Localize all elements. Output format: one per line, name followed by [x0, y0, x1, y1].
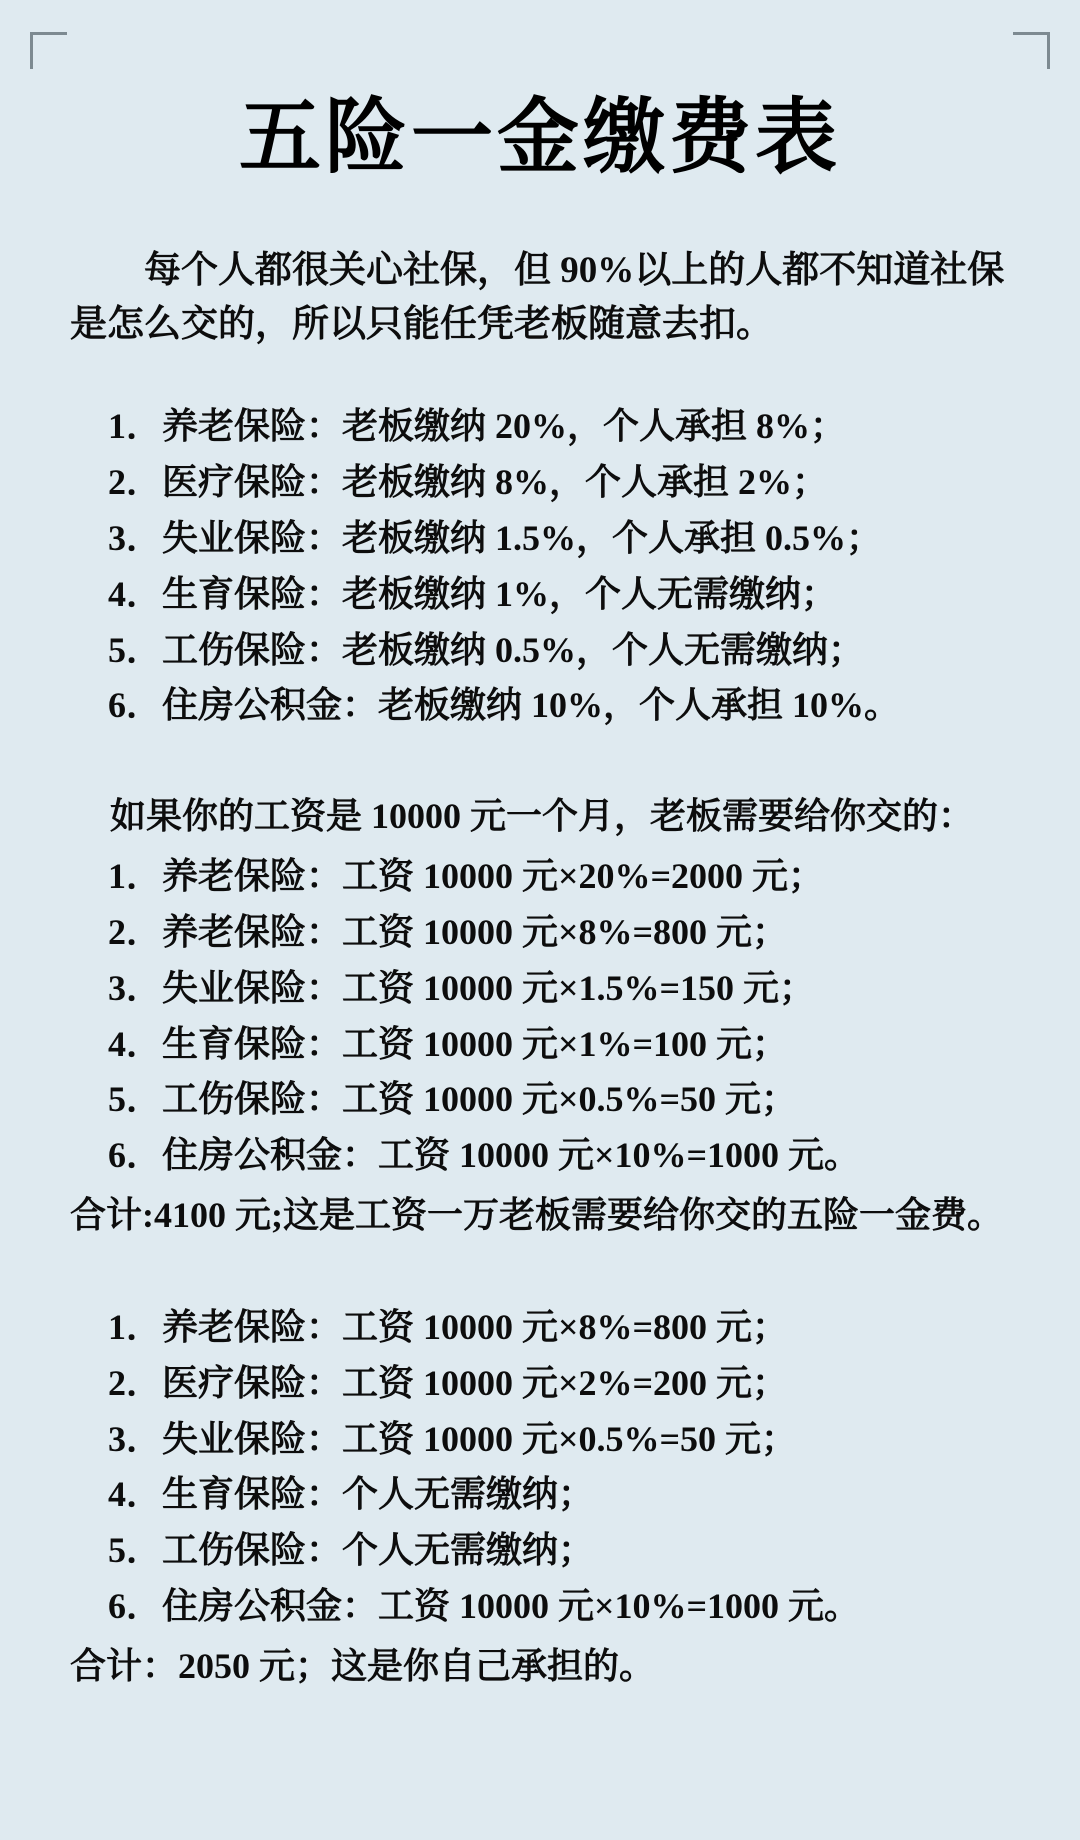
- rates-section: [70, 399, 1010, 734]
- list-item: 1．养老保险：老板缴纳 20%，个人承担 8%；: [108, 406, 847, 447]
- employee-list: [70, 1300, 1010, 1635]
- list-item: 4．生育保险：工资 10000 元×1%=100 元；: [108, 1023, 789, 1064]
- list-item: 3．失业保险：工资 10000 元×1.5%=150 元；: [108, 967, 816, 1008]
- intro-paragraph: 每个人都很关心社保，但 90%以上的人都不知道社保是怎么交的，所以只能任凭老板随意去扣。: [70, 250, 1005, 345]
- employer-section-lead: 如果你的工资是 10000 元一个月，老板需要给你交的：: [110, 796, 975, 837]
- employer-total: 合计:4100 元;这是工资一万老板需要给你交的五险一金费。: [70, 1195, 1003, 1236]
- list-item: 2．养老保险：工资 10000 元×8%=800 元；: [108, 912, 789, 953]
- list-item: 2．医疗保险：工资 10000 元×2%=200 元；: [108, 1362, 789, 1403]
- page-title: 五险一金缴费表: [238, 89, 841, 185]
- list-item: 2．医疗保险：老板缴纳 8%，个人承担 2%；: [108, 462, 829, 503]
- list-item: 5．工伤保险：工资 10000 元×0.5%=50 元；: [108, 1079, 798, 1120]
- list-item: 1．养老保险：工资 10000 元×8%=800 元；: [108, 1307, 789, 1348]
- list-item: 4．生育保险：个人无需缴纳；: [108, 1474, 595, 1515]
- employer-list: [70, 849, 1010, 1184]
- employer-section: [70, 788, 1010, 1242]
- list-item: 6．住房公积金：工资 10000 元×10%=1000 元。: [108, 1135, 861, 1176]
- list-item: 3．失业保险：老板缴纳 1.5%，个人承担 0.5%；: [108, 518, 883, 559]
- crop-mark-top-right: [1013, 32, 1050, 69]
- list-item: 4．生育保险：老板缴纳 1%，个人无需缴纳；: [108, 573, 838, 614]
- list-item: 3．失业保险：工资 10000 元×0.5%=50 元；: [108, 1418, 798, 1459]
- employee-section: [70, 1300, 1010, 1693]
- list-item: 6．住房公积金：老板缴纳 10%，个人承担 10%。: [108, 685, 901, 726]
- list-item: 6．住房公积金：工资 10000 元×10%=1000 元。: [108, 1586, 861, 1627]
- rates-list: [70, 399, 1010, 734]
- crop-mark-top-left: [30, 32, 67, 69]
- list-item: 1．养老保险：工资 10000 元×20%=2000 元；: [108, 856, 825, 897]
- list-item: 5．工伤保险：老板缴纳 0.5%，个人无需缴纳；: [108, 629, 865, 670]
- employee-total: 合计：2050 元；这是你自己承担的。: [70, 1645, 656, 1686]
- list-item: 5．工伤保险：个人无需缴纳；: [108, 1530, 595, 1571]
